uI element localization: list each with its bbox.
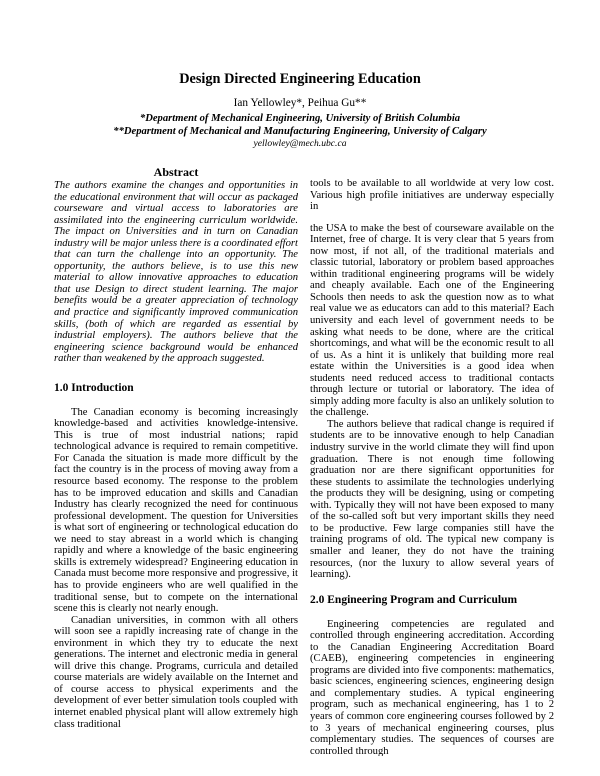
section-heading-introduction: 1.0 Introduction <box>54 381 134 394</box>
section-heading-program-curriculum: 2.0 Engineering Program and Curriculum <box>310 593 518 606</box>
intro-paragraph-3: the USA to make the best of courseware available on the Internet, free of charge. It is very clear that 5 years from now most, if not all, of the traditional materials and classic tutorial, laboratory or problem based approaches within traditional engineering programs will be widely and cheaply available. Each one of the Engineering Schools then needs to ask the question now as to what real value we as educators can add to this material? Each university and each level of government needs to be asking what needs to be done, where are the critical shortcomings, and what will be the economic result to all of us. As a hint it is unlikely that building more real estate within the Universities is a good idea when students need reduced access to traditional contacts through lecture or tutorial or laboratory. The idea of simply adding more faculty is also an unlikely solution to the challenge. <box>310 222 554 419</box>
intro-paragraph-2: Canadian universities, in common with all others will soon see a rapidly increasing rate of change in the environment in which they try to educate the next generations. The internet and electronic media in general will drive this change. Programs, curricula and detailed course materials are widely available on the Internet and of course access to physical experiments and the development of ever better simulation tools coupled with internet enabled physical plant will allow extremely high class traditional <box>54 614 298 730</box>
affiliation-calgary: **Department of Mechanical and Manufacturing Engineering, University of Calgary <box>113 126 487 137</box>
right-column <box>310 178 554 756</box>
abstract-heading: Abstract <box>153 165 199 179</box>
intro-paragraph-2-continued: tools to be available to all worldwide at very low cost. Various high profile initiatives are underway especially in <box>310 178 554 213</box>
author-list: Ian Yellowley*, Peihua Gu** <box>233 97 367 109</box>
abstract-text: The authors examine the changes and opportunities in the educational environment that will occur as packaged courseware and virtual access to laboratories are assimilated into the engineering curriculum worldwide. The impact on Universities and in turn on Canadian industry will be major unless there is a coordinated effort that can turn the challenge into an opportunity. The opportunity, the authors believe, is to use this new material to allow innovative approaches to education that use Design to direct student learning. The major benefits would be a greater appreciation of technology and practice and significantly improved communication skills, (both of which are regarded as essential by industrial employers). The authors believe that the engineering science background would be enhanced rather than weakened by the approach suggested. <box>54 180 298 365</box>
intro-paragraph-1: The Canadian economy is becoming increasingly knowledge-based and activities knowledge-intensive. This is true of most industrial nations; rapid technological advance is required to remain competitive. For Canada the situation is made more difficult by the fact the country is in the process of moving away from a resource based economy. The response to the problem has to be improved education and skills and Canadian Industry has clearly recognized the need for continuous professional development. The question for Universities is what sort of engineering or technological education do we need to stay abreast in a world which is changing rapidly and where a knowledge of the basic engineering skills is extremely widespread? Engineering education in Canada must become more responsive and progressive, it has to provide engineers who are well qualified in the traditional sense, but to compete on the international scene this is clearly not nearly enough. <box>54 406 298 615</box>
affiliation-ubc: *Department of Mechanical Engineering, University of British Columbia <box>139 113 461 124</box>
intro-paragraph-4: The authors believe that radical change is required if students are to be innovative enough to help Canadian industry survive in the world climate they will find upon graduation. There is not enough time following graduation nor are there significant opportunities for these students to assimilate the technologies underlying the products they will be designing, using or competing with. Typically they will not have been exposed to many of the so-called soft but very important skills they need to be productive. Few large companies still have the training programs of old. The typical new company is smaller and leaner, they do not have the training resources, (nor the luxury to allow several years of learning). <box>310 418 554 581</box>
contact-email: yellowley@mech.ubc.ca <box>253 138 347 149</box>
left-column <box>54 165 298 756</box>
paper-title: Design Directed Engineering Education <box>179 71 421 87</box>
curriculum-paragraph-1: Engineering competencies are regulated and controlled through engineering accreditation. According to the Canadian Engineering Accreditation Board (CAEB), engineering competencies in engineering programs are divided into five components: mathematics, basic sciences, engineering sciences, engineering design and complementary studies. A typical engineering program, such as mechanical engineering, has 1 to 2 years of common core engineering courses followed by 2 to 3 years of mechanical engineering courses, plus complementary studies. The sequences of courses are controlled through <box>310 618 554 756</box>
